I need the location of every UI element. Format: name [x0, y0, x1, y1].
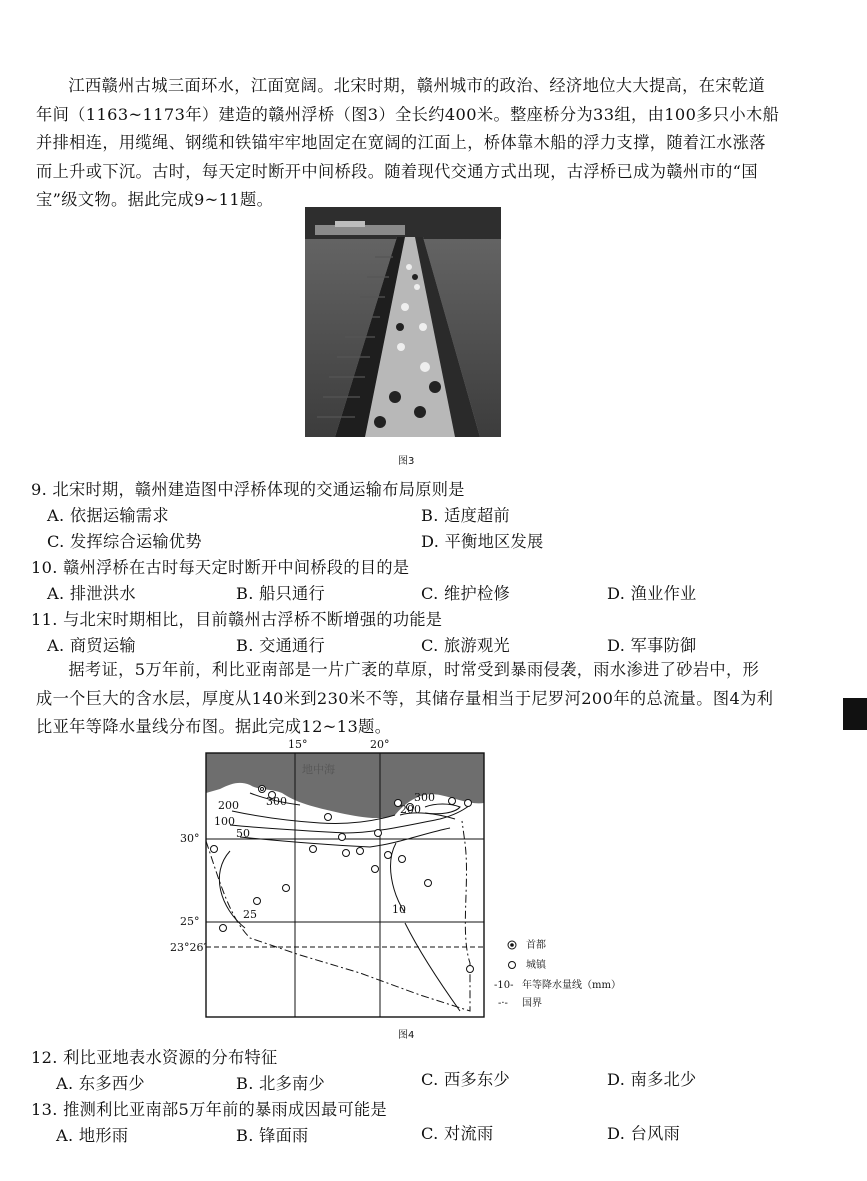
question-13-option-a[interactable]: A. 地形雨	[56, 1126, 129, 1145]
question-12-option-d[interactable]: D. 南多北少	[607, 1070, 697, 1089]
passage-line: 成一个巨大的含水层，厚度从140米到230米不等，其储存量相当于尼罗河200年的总流量。图4为利	[36, 688, 774, 708]
passage-line: 并排相连，用缆绳、钢缆和铁锚牢牢地固定在宽阔的江面上，桥体靠木船的浮力支撑，随着江水涨落	[36, 133, 766, 152]
passage-2	[36, 656, 826, 742]
figure-3-caption: 图3	[398, 456, 415, 467]
question-12-option-c[interactable]: C. 西多东少	[421, 1070, 510, 1089]
lat-label-tropic: 23°26′	[170, 941, 206, 954]
legend-isohyet: 年等降水量线（mm）	[522, 980, 621, 991]
isohyet-label: 25	[243, 908, 257, 921]
passage-line: 据考证，5万年前，利比亚南部是一片广袤的草原，时常受到暴雨侵袭，雨水渗进了砂岩中，形	[68, 660, 760, 679]
isohyet-label: 100	[214, 815, 235, 828]
question-10-option-d[interactable]: D. 渔业作业	[607, 584, 697, 603]
passage-1	[36, 72, 826, 215]
question-9-option-a[interactable]: A. 依据运输需求	[47, 506, 169, 525]
question-13-stem: 13. 推测利比亚南部5万年前的暴雨成因最可能是	[31, 1100, 387, 1119]
isohyet-label: 50	[236, 827, 250, 840]
legend-capital: 首都	[526, 940, 546, 951]
legend-border: 国界	[522, 998, 542, 1009]
isohyet-label: 200	[400, 803, 421, 816]
passage-line: 比亚年等降水量线分布图。据此完成12~13题。	[36, 717, 392, 736]
isohyet-label: 300	[414, 791, 435, 804]
passage-line: 宝”级文物。据此完成9~11题。	[36, 190, 274, 209]
passage-line: 而上升或下沉。古时，每天定时断开中间桥段。随着现代交通方式出现，古浮桥已成为赣州市的“国	[36, 161, 758, 181]
question-11-option-c[interactable]: C. 旅游观光	[421, 636, 510, 655]
question-10-stem: 10. 赣州浮桥在古时每天定时断开中间桥段的目的是	[31, 558, 410, 577]
legend-town: 城镇	[526, 960, 546, 971]
question-10-option-a[interactable]: A. 排泄洪水	[47, 584, 136, 603]
lon-label-15: 15°	[288, 738, 308, 751]
question-9-stem: 9. 北宋时期，赣州建造图中浮桥体现的交通运输布局原则是	[31, 480, 465, 499]
question-9-option-c[interactable]: C. 发挥综合运输优势	[47, 532, 202, 551]
question-11-option-b[interactable]: B. 交通通行	[236, 636, 326, 655]
question-12-option-a[interactable]: A. 东多西少	[56, 1074, 145, 1093]
legend-border-symbol: -·-	[498, 998, 508, 1009]
lon-label-20: 20°	[370, 738, 390, 751]
legend-isohyet-symbol: -10-	[494, 980, 514, 991]
lat-label-30: 30°	[180, 832, 200, 845]
page-edge-marker	[843, 698, 867, 730]
figure-4-caption: 图4	[398, 1030, 415, 1041]
question-11-option-a[interactable]: A. 商贸运输	[47, 636, 136, 655]
question-9-option-b[interactable]: B. 适度超前	[421, 506, 511, 525]
isohyet-label: 200	[218, 799, 239, 812]
question-12-stem: 12. 利比亚地表水资源的分布特征	[31, 1048, 278, 1067]
question-13-option-b[interactable]: B. 锋面雨	[236, 1126, 309, 1145]
question-12-option-b[interactable]: B. 北多南少	[236, 1074, 326, 1093]
question-13-option-d[interactable]: D. 台风雨	[607, 1124, 681, 1143]
passage-line: 江西赣州古城三面环水，江面宽阔。北宋时期，赣州城市的政治、经济地位大大提高，在宋乾道	[68, 76, 766, 95]
question-11-stem: 11. 与北宋时期相比，目前赣州古浮桥不断增强的功能是	[31, 610, 443, 629]
isohyet-label: 300	[266, 795, 287, 808]
floating-bridge-photo	[305, 207, 501, 437]
passage-line: 年间（1163~1173年）建造的赣州浮桥（图3）全长约400米。整座桥分为33组，由100多只小木船	[36, 104, 780, 124]
question-10-option-c[interactable]: C. 维护检修	[421, 584, 510, 603]
isohyet-label: 10	[392, 903, 406, 916]
question-13-option-c[interactable]: C. 对流雨	[421, 1124, 494, 1143]
lat-label-25: 25°	[180, 915, 200, 928]
question-11-option-d[interactable]: D. 军事防御	[607, 636, 697, 655]
sea-label: 地中海	[302, 763, 335, 776]
libya-precipitation-map	[170, 733, 690, 1023]
question-10-option-b[interactable]: B. 船只通行	[236, 584, 326, 603]
question-9-option-d[interactable]: D. 平衡地区发展	[421, 532, 544, 551]
